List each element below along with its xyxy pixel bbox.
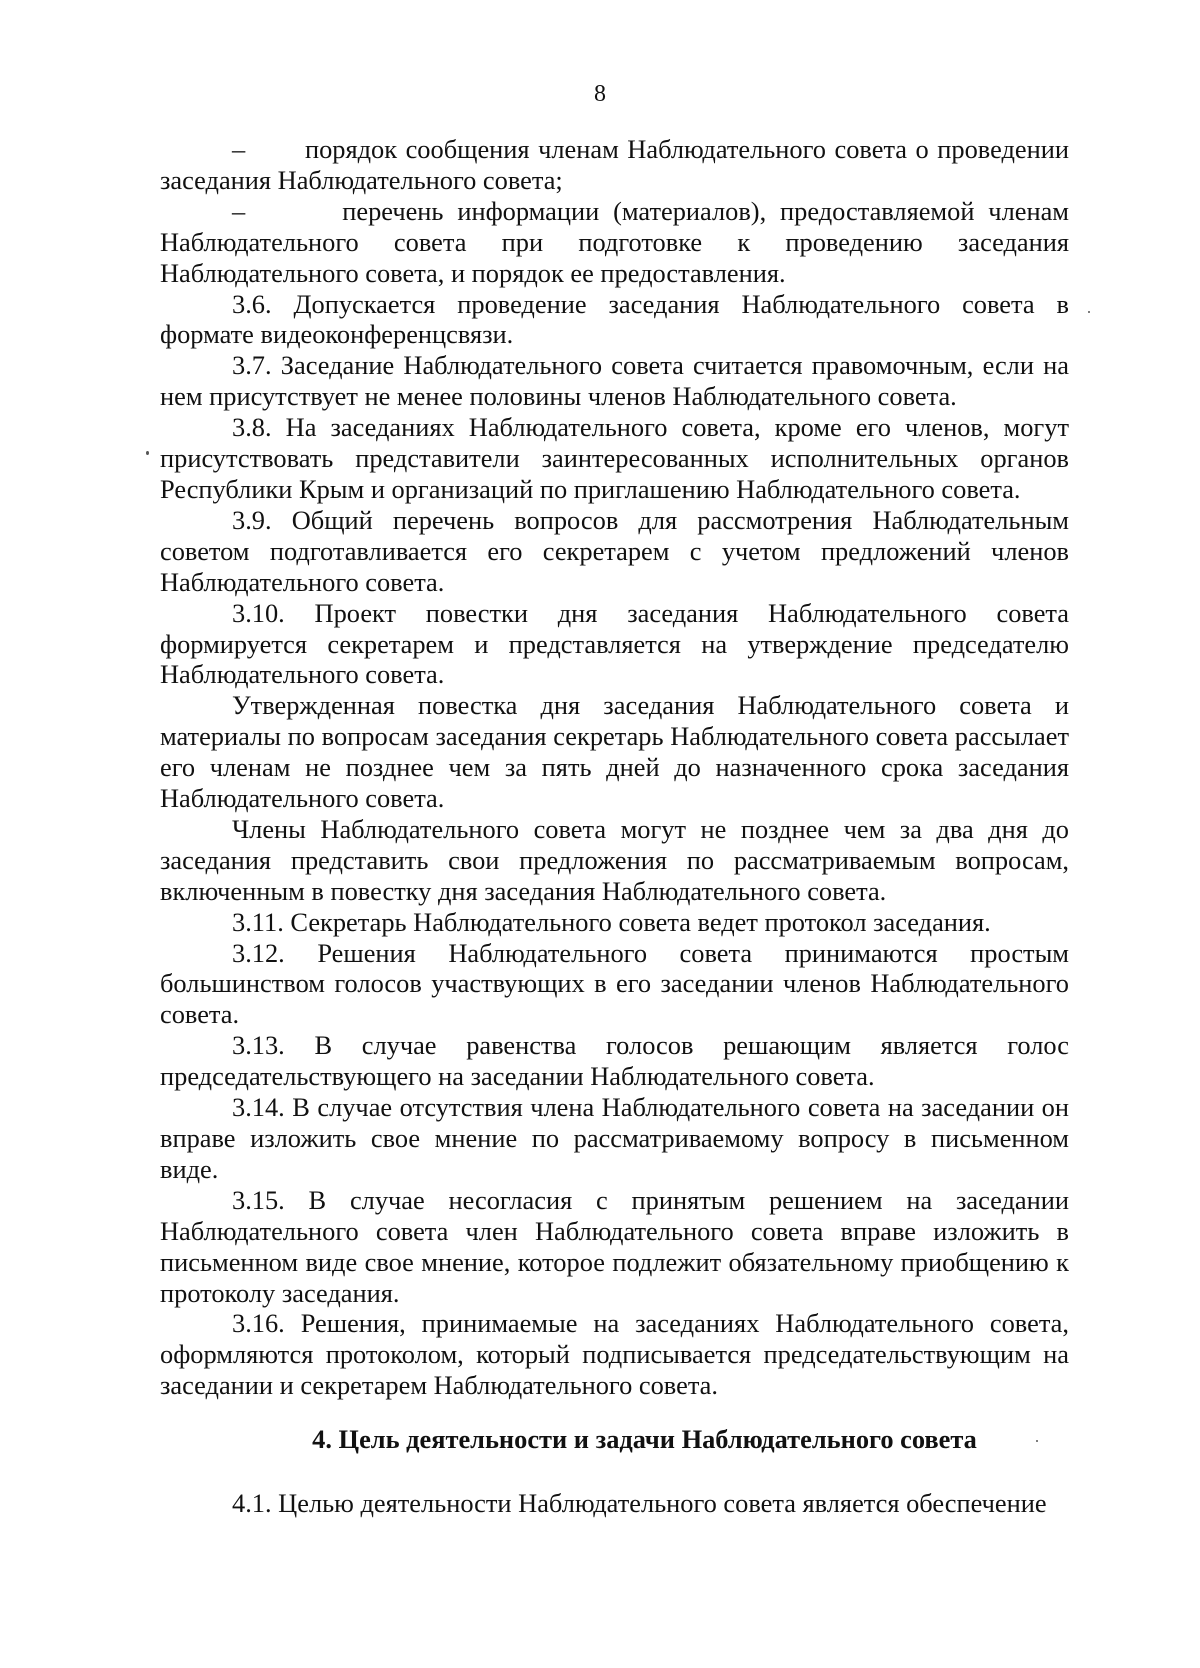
scan-speck	[1088, 311, 1090, 313]
paragraph: 3.8. На заседаниях Наблюдательного совета, кроме его членов, могут присутствовать представители заинтересованных исполнительных органов Республики Крым и организаций по приглашению Наблюдательного совета.	[160, 412, 1069, 504]
paragraph: 3.16. Решения, принимаемые на заседаниях Наблюдательного совета, оформляются протоколом, который подписывается председательствующим на заседании и секретарем Наблюдательного совета.	[160, 1308, 1069, 1401]
paragraph: 3.12. Решения Наблюдательного совета принимаются простым большинством голосов участвующих в его заседании членов Наблюдательного совета.	[160, 937, 1069, 1030]
paragraph-list-after	[160, 1488, 1069, 1519]
paragraph: 3.11. Секретарь Наблюдательного совета ведет протокол заседания.	[232, 906, 991, 937]
paragraph: 3.10. Проект повестки дня заседания Наблюдательного совета формируется секретарем и представляется на утверждение председателю Наблюдательного совета.	[160, 597, 1069, 690]
paragraph: 3.13. В случае равенства голосов решающим является голос председательствующего на заседании Наблюдательного совета.	[160, 1030, 1069, 1092]
scan-speck	[1036, 1440, 1038, 1442]
paragraph: 3.15. В случае несогласия с принятым решением на заседании Наблюдательного совета член Наблюдательного совета вправе изложить в письменном виде свое мнение, которое подлежит обязательному приобщению к протоколу заседания.	[160, 1184, 1069, 1308]
paragraph: 3.7. Заседание Наблюдательного совета считается правомочным, если на нем присутствует не менее половины членов Наблюдательного совета.	[160, 350, 1069, 412]
page-number: 8	[594, 81, 606, 107]
section-heading: 4. Цель деятельности и задачи Наблюдательного совета	[312, 1424, 977, 1455]
paragraph: 3.14. В случае отсутствия члена Наблюдательного совета на заседании он вправе изложить свое мнение по рассматриваемому вопросу в письменном виде.	[160, 1092, 1069, 1184]
paragraph: 4.1. Целью деятельности Наблюдательного совета является обеспечение	[232, 1488, 1047, 1519]
list-item: – перечень информации (материалов), предоставляемой членам Наблюдательного совета при подготовке к проведению заседания Наблюдательного совета, и порядок ее предоставления.	[160, 195, 1069, 288]
document-body	[160, 134, 1069, 1519]
paragraph: 3.6. Допускается проведение заседания Наблюдательного совета в формате видеоконференцсвязи.	[160, 288, 1069, 350]
paragraph: 3.9. Общий перечень вопросов для рассмотрения Наблюдательным советом подготавливается его секретарем с учетом предложений членов Наблюдательного совета.	[160, 504, 1069, 597]
paragraph-list	[160, 134, 1069, 1401]
list-item: – порядок сообщения членам Наблюдательного совета о проведении заседания Наблюдательного совета;	[160, 134, 1069, 195]
paragraph: Утвержденная повестка дня заседания Наблюдательного совета и материалы по вопросам заседания секретарь Наблюдательного совета рассылает его членам не позднее чем за пять дней до назначенного срока заседания Наблюдательного совета.	[160, 690, 1069, 814]
scan-speck	[146, 451, 149, 455]
paragraph: Члены Наблюдательного совета могут не позднее чем за два дня до заседания представить свои предложения по рассматриваемым вопросам, включенным в повестку дня заседания Наблюдательного совета.	[160, 813, 1069, 906]
